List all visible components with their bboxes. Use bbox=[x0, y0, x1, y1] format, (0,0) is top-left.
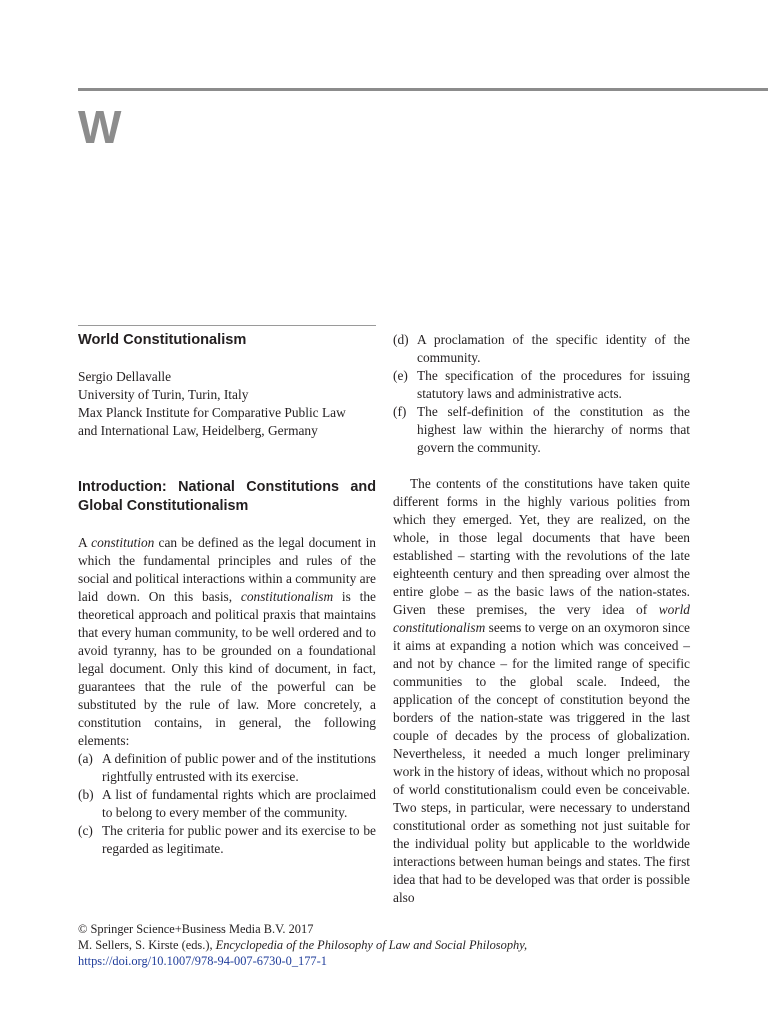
doi-link[interactable]: https://doi.org/10.1007/978-94-007-6730-0_177-1 bbox=[78, 954, 327, 968]
citation-line: M. Sellers, S. Kirste (eds.), Encyclopedia of the Philosophy of Law and Social Philosophy, bbox=[78, 938, 528, 952]
section-letter: W bbox=[78, 101, 122, 153]
copyright-line: © Springer Science+Business Media B.V. 2017 bbox=[78, 922, 314, 936]
intro-paragraph: A constitution can be defined as the legal document in which the fundamental principles and rules of the social and political interactions within a community are laid down. On this basis, constitutionalism is the theoretical approach and political praxis that maintains that every human community, to be well ordered and to avoid tyranny, has to be grounded on a foundational legal document. Only this kind of document, in fact, guarantees that the rule of the powerful can be substituted by the rule of law. More concretely, a constitution contains, in general, the following elements: bbox=[78, 535, 376, 748]
list-item: (d) A proclamation of the specific identity of the community. bbox=[393, 332, 690, 365]
entry-title: World Constitutionalism bbox=[78, 332, 247, 348]
book-title: Encyclopedia of the Philosophy of Law and Social Philosophy, bbox=[215, 938, 528, 952]
author-name: Sergio Dellavalle bbox=[78, 369, 172, 384]
section-title: Introduction: National Constitutions and Global Constitutionalism bbox=[78, 479, 376, 514]
title-rule bbox=[78, 325, 376, 326]
top-rule bbox=[78, 88, 768, 91]
right-column bbox=[393, 331, 690, 907]
list-item: (a) A definition of public power and of the institutions rightfully entrusted with its exercise. bbox=[78, 751, 376, 784]
list-item: (b) A list of fundamental rights which are proclaimed to belong to every member of the community. bbox=[78, 787, 376, 820]
affiliation-1: University of Turin, Turin, Italy bbox=[78, 387, 249, 402]
author-block bbox=[78, 368, 376, 440]
list-item: (e) The specification of the procedures for issuing statutory laws and administrative acts. bbox=[393, 368, 690, 401]
list-item: (f) The self-definition of the constitution as the highest law within the hierarchy of norms that govern the community. bbox=[393, 404, 690, 455]
citation-footer bbox=[78, 921, 638, 969]
contents-paragraph: The contents of the constitutions have taken quite different forms in the highly various polities from which they emerged. Yet, they are realized, on the whole, in those legal documents that have been established – starting with the revolutions of the late eighteenth century and then spreading over almost the entire globe – as the basic laws of the nation-states. Given these premises, the very idea of world constitutionalism seems to verge on an oxymoron since it aims at expanding a notion which was conceived – and not by chance – for the limited range of specific communities to the global scale. Indeed, the application of the concept of constitution beyond the borders of the nation-state was triggered in the last couple of decades by the process of globalization. Nevertheless, it needed a much longer preliminary work in the history of ideas, without which no proposal of world constitutionalism could even be conceivable. Two steps, in particular, were necessary to understand constitutional order as something not just suitable for the individual polity but applicable to the worldwide interactions between human beings and states. The first idea that had to be developed was that order is possible also bbox=[393, 476, 690, 905]
elements-list-part-1 bbox=[78, 750, 376, 858]
left-column bbox=[78, 331, 376, 858]
elements-list-part-2 bbox=[393, 331, 690, 457]
list-item: (c) The criteria for public power and its exercise to be regarded as legitimate. bbox=[78, 823, 376, 856]
affiliation-2-line-2: and International Law, Heidelberg, Germany bbox=[78, 423, 318, 438]
affiliation-2-line-1: Max Planck Institute for Comparative Public Law bbox=[78, 405, 346, 420]
